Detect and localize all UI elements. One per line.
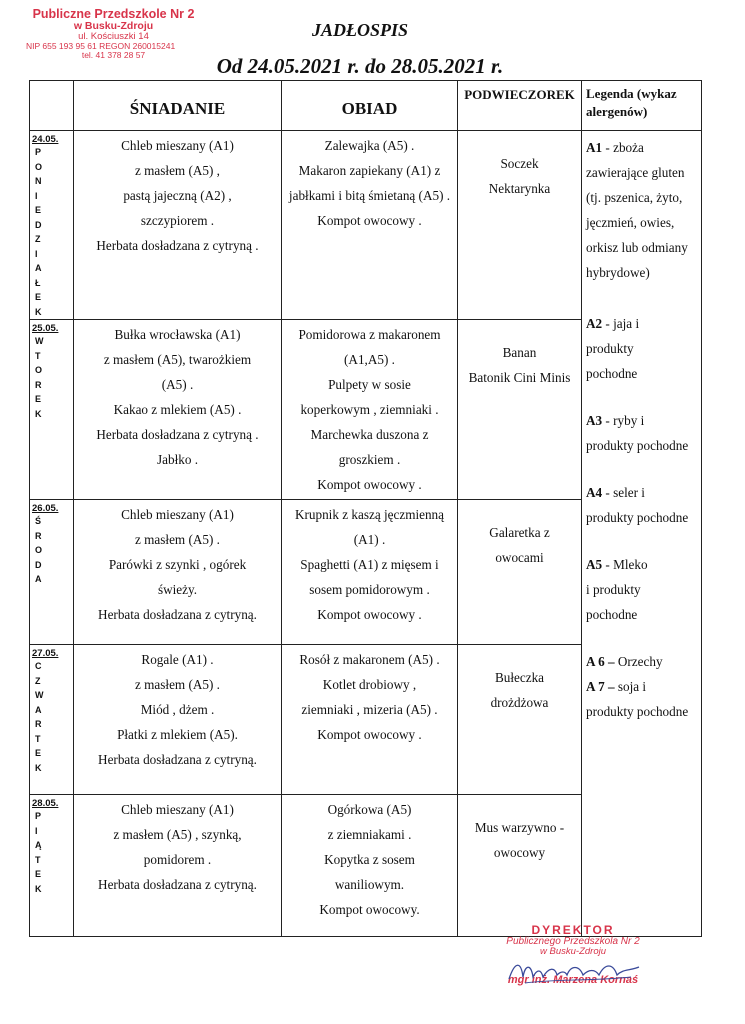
day-date: 24.05. [32,134,59,145]
breakfast-line: Chleb mieszany (A1) [121,138,234,153]
legend-text: - ryby i [602,413,645,428]
breakfast-line: z masłem (A5), twarożkiem [103,352,252,367]
allergen-code: A 6 – [586,654,615,669]
day-letter: Z [35,234,41,244]
day-letter: R [35,719,42,729]
director-stamp-name: mgr inż. Marzena Kornaś [507,974,639,987]
allergen-code: A1 [586,140,603,155]
legend-entry [586,311,699,386]
breakfast-line: Kakao z mlekiem (A5) . [113,402,242,417]
breakfast-cell [74,500,282,645]
allergen-code: A2 [586,316,603,331]
header-legend-line2: alergenów) [586,103,648,119]
lunch-line: Kotlet drobiowy , [322,677,417,692]
legend-text: hybrydowe) [586,265,650,280]
legend-first-line [586,135,699,160]
lunch-line: ziemniaki , mizeria (A5) . [301,702,438,717]
lunch-line: Kompot owocowy . [317,213,422,228]
lunch-line: koperkowym , ziemniaki . [300,402,439,417]
lunch-line: Pomidorowa z makaronem [298,327,441,342]
legend-text: - seler i [602,485,645,500]
breakfast-line: Chleb mieszany (A1) [121,802,234,817]
breakfast-line: Płatki z mlekiem (A5). [117,727,238,742]
day-letter: N [35,176,42,186]
day-name-vertical [32,809,71,896]
day-cell [30,645,74,795]
breakfast-line: Bułka wrocławska (A1) [114,327,241,342]
day-letter: T [35,854,41,865]
legend-text: - jaja i [602,316,640,331]
lunch-cell [282,320,458,500]
legend-text: pochodne [586,607,638,622]
breakfast-line: Herbata dosładzana z cytryną . [96,238,259,253]
day-letter: P [35,147,42,157]
day-date: 25.05. [32,323,59,334]
breakfast-line: Rogale (A1) . [141,652,214,667]
lunch-line: jabłkami i bitą śmietaną (A5) . [288,188,451,203]
allergen-code: A 7 – [586,679,615,694]
legend-first-line [586,408,699,433]
legend-first-line [586,311,699,336]
stamp-line-phone: tel. 41 378 28 57 [81,50,146,61]
header-legend [582,81,702,131]
lunch-line: Kompot owocowy. [319,902,420,917]
legend-text: produkty pochodne [586,510,689,525]
day-cell [30,795,74,937]
day-date: 28.05. [32,798,59,809]
lunch-line: Kompot owocowy . [317,727,422,742]
day-letter: O [35,545,43,555]
day-cell [30,320,74,500]
snack-line: owocami [495,550,544,565]
lunch-line: Rosół z makaronem (A5) . [299,652,440,667]
legend-first-line [586,480,699,505]
day-letter: O [35,365,43,375]
breakfast-line: Parówki z szynki , ogórek [108,557,247,572]
day-letter: C [35,661,42,671]
day-date: 26.05. [32,503,59,514]
breakfast-line: szczypiorem . [140,213,215,228]
breakfast-line: z masłem (A5) . [135,677,220,692]
lunch-line: Spaghetti (A1) z mięsem i [300,557,439,572]
legend-entry [586,552,699,627]
legend-entry [586,480,699,530]
page-title: JADŁOSPIS [311,20,409,40]
snack-line: owocowy [493,845,546,860]
snack-line: Mus warzywno - [474,820,565,835]
legend-text: produkty [586,341,634,356]
header-breakfast: ŚNIADANIE [74,81,282,131]
legend-first-line [586,674,699,699]
legend-text: (tj. pszenica, żyto, [586,190,683,205]
day-name-vertical [32,514,71,587]
snack-cell [458,320,582,500]
legend-text: pochodne [586,366,638,381]
day-letter: E [35,205,42,215]
legend-entry [586,408,699,458]
breakfast-line: pomidorem . [143,852,212,867]
lunch-line: Krupnik z kaszą jęczmienną [294,507,445,522]
breakfast-line: Jabłko . [156,452,199,467]
allergen-code: A5 [586,557,603,572]
allergen-legend [582,131,702,937]
breakfast-line: (A5) . [161,377,194,392]
day-letter: A [35,574,42,584]
header-day [30,81,74,131]
day-letter: P [35,811,42,821]
legend-text: produkty pochodne [586,438,689,453]
day-letter: T [35,733,41,744]
day-letter: Ś [35,516,42,526]
breakfast-cell [74,131,282,320]
legend-entry [586,135,699,285]
day-letter: W [35,336,44,346]
date-range: Od 24.05.2021 r. do 28.05.2021 r. [216,54,504,78]
menu-table [29,80,702,937]
table-row [30,131,702,320]
snack-line: Soczek [500,156,539,171]
breakfast-line: Herbata dosładzana z cytryną. [98,607,257,622]
allergen-code: A3 [586,413,603,428]
day-cell [30,131,74,320]
breakfast-line: z masłem (A5) , [135,163,220,178]
snack-cell [458,795,582,937]
stamp-line-city: w Busku-Zdroju [73,20,154,33]
day-letter: K [35,883,42,894]
school-stamp [26,8,201,60]
lunch-line: (A1,A5) . [344,352,395,367]
lunch-line: groszkiem . [338,452,401,467]
legend-text: - Mleko [602,557,648,572]
snack-line: Galaretka z [489,525,550,540]
day-name-vertical [32,145,71,319]
breakfast-cell [74,320,282,500]
day-letter: D [35,559,42,570]
legend-text: soja i [614,679,647,694]
director-stamp-school: Publicznego Przedszkola Nr 2 [506,935,640,947]
breakfast-line: Chleb mieszany (A1) [121,507,234,522]
lunch-line: (A1) . [353,532,386,547]
header-legend-line1: Legenda (wykaz [586,86,677,101]
snack-cell [458,645,582,795]
day-letter: A [35,263,42,273]
stamp-line-address: ul. Kościuszki 14 [78,31,149,43]
breakfast-cell [74,795,282,937]
day-letter: I [35,825,38,836]
snack-line: Banan [502,345,537,360]
legend-text: i produkty [586,582,641,597]
lunch-line: Pulpety w sosie [328,377,411,392]
legend-entry [586,649,699,674]
lunch-line: Ogórkowa (A5) [327,802,412,817]
lunch-cell [282,795,458,937]
snack-line: Bułeczka [494,670,545,685]
breakfast-line: Herbata dosładzana z cytryną. [98,877,257,892]
stamp-line-name: Publiczne Przedszkole Nr 2 [32,7,195,21]
snack-cell [458,500,582,645]
lunch-line: Kopytka z sosem [324,852,415,867]
breakfast-line: z masłem (A5) . [135,532,220,547]
lunch-line: Zalewajka (A5) . [324,138,415,153]
day-letter: I [35,248,38,259]
legend-text: zawierające gluten [586,165,685,180]
day-letter: R [35,379,42,390]
day-letter: O [35,161,43,172]
director-stamp-city: w Busku-Zdroju [540,946,606,958]
legend-text: Orzechy [614,654,663,669]
day-letter: T [35,350,41,361]
breakfast-line: Herbata dosładzana z cytryną . [96,427,259,442]
day-name-vertical [32,659,71,775]
day-letter: K [35,306,42,317]
lunch-cell [282,500,458,645]
director-stamp-title: DYREKTOR [531,923,615,937]
legend-first-line [586,649,699,674]
snack-line: Nektarynka [488,181,551,196]
legend-text: - zboża [602,140,644,155]
breakfast-line: z masłem (A5) , szynką, [113,827,242,842]
legend-first-line [586,552,699,577]
breakfast-line: świeży. [157,582,198,597]
breakfast-line: Miód , dżem . [140,702,215,717]
legend-text: jęczmień, owies, [586,215,675,230]
breakfast-line: Herbata dosładzana z cytryną. [98,752,257,767]
breakfast-line: pastą jajeczną (A2) , [123,188,232,203]
lunch-line: Marchewka duszona z [310,427,429,442]
breakfast-cell [74,645,282,795]
signature-icon [505,955,645,989]
stamp-line-nip: NIP 655 193 95 61 REGON 260015241 [26,41,176,52]
day-letter: D [35,219,42,230]
day-letter: A [35,704,42,715]
day-letter: Z [35,675,41,686]
day-letter: K [35,408,42,419]
day-letter: Ł [35,277,41,288]
legend-text: orkisz lub odmiany [586,240,688,255]
lunch-line: sosem pomidorowym . [309,582,430,597]
day-letter: E [35,394,42,404]
legend-entry [586,674,699,724]
header-snack: PODWIECZOREK [458,81,582,131]
day-cell [30,500,74,645]
lunch-line: waniliowym. [334,877,405,892]
day-letter: I [35,190,38,201]
lunch-line: z ziemniakami . [327,827,412,842]
lunch-cell [282,645,458,795]
snack-line: drożdżowa [490,695,549,710]
allergen-code: A4 [586,485,603,500]
lunch-cell [282,131,458,320]
day-letter: K [35,762,42,773]
day-date: 27.05. [32,648,59,659]
day-letter: E [35,748,42,758]
day-letter: E [35,292,42,302]
lunch-line: Kompot owocowy . [317,607,422,622]
day-letter: W [35,690,44,700]
snack-cell [458,131,582,320]
snack-line: Batonik Cini Minis [468,370,571,385]
lunch-line: Kompot owocowy . [317,477,422,492]
lunch-line: Makaron zapiekany (A1) z [298,163,441,178]
day-letter: Ą [35,840,42,850]
day-letter: R [35,530,42,541]
header-lunch: OBIAD [282,81,458,131]
day-name-vertical [32,334,71,421]
legend-text: produkty pochodne [586,704,689,719]
day-letter: E [35,869,42,879]
header-row [30,81,702,131]
